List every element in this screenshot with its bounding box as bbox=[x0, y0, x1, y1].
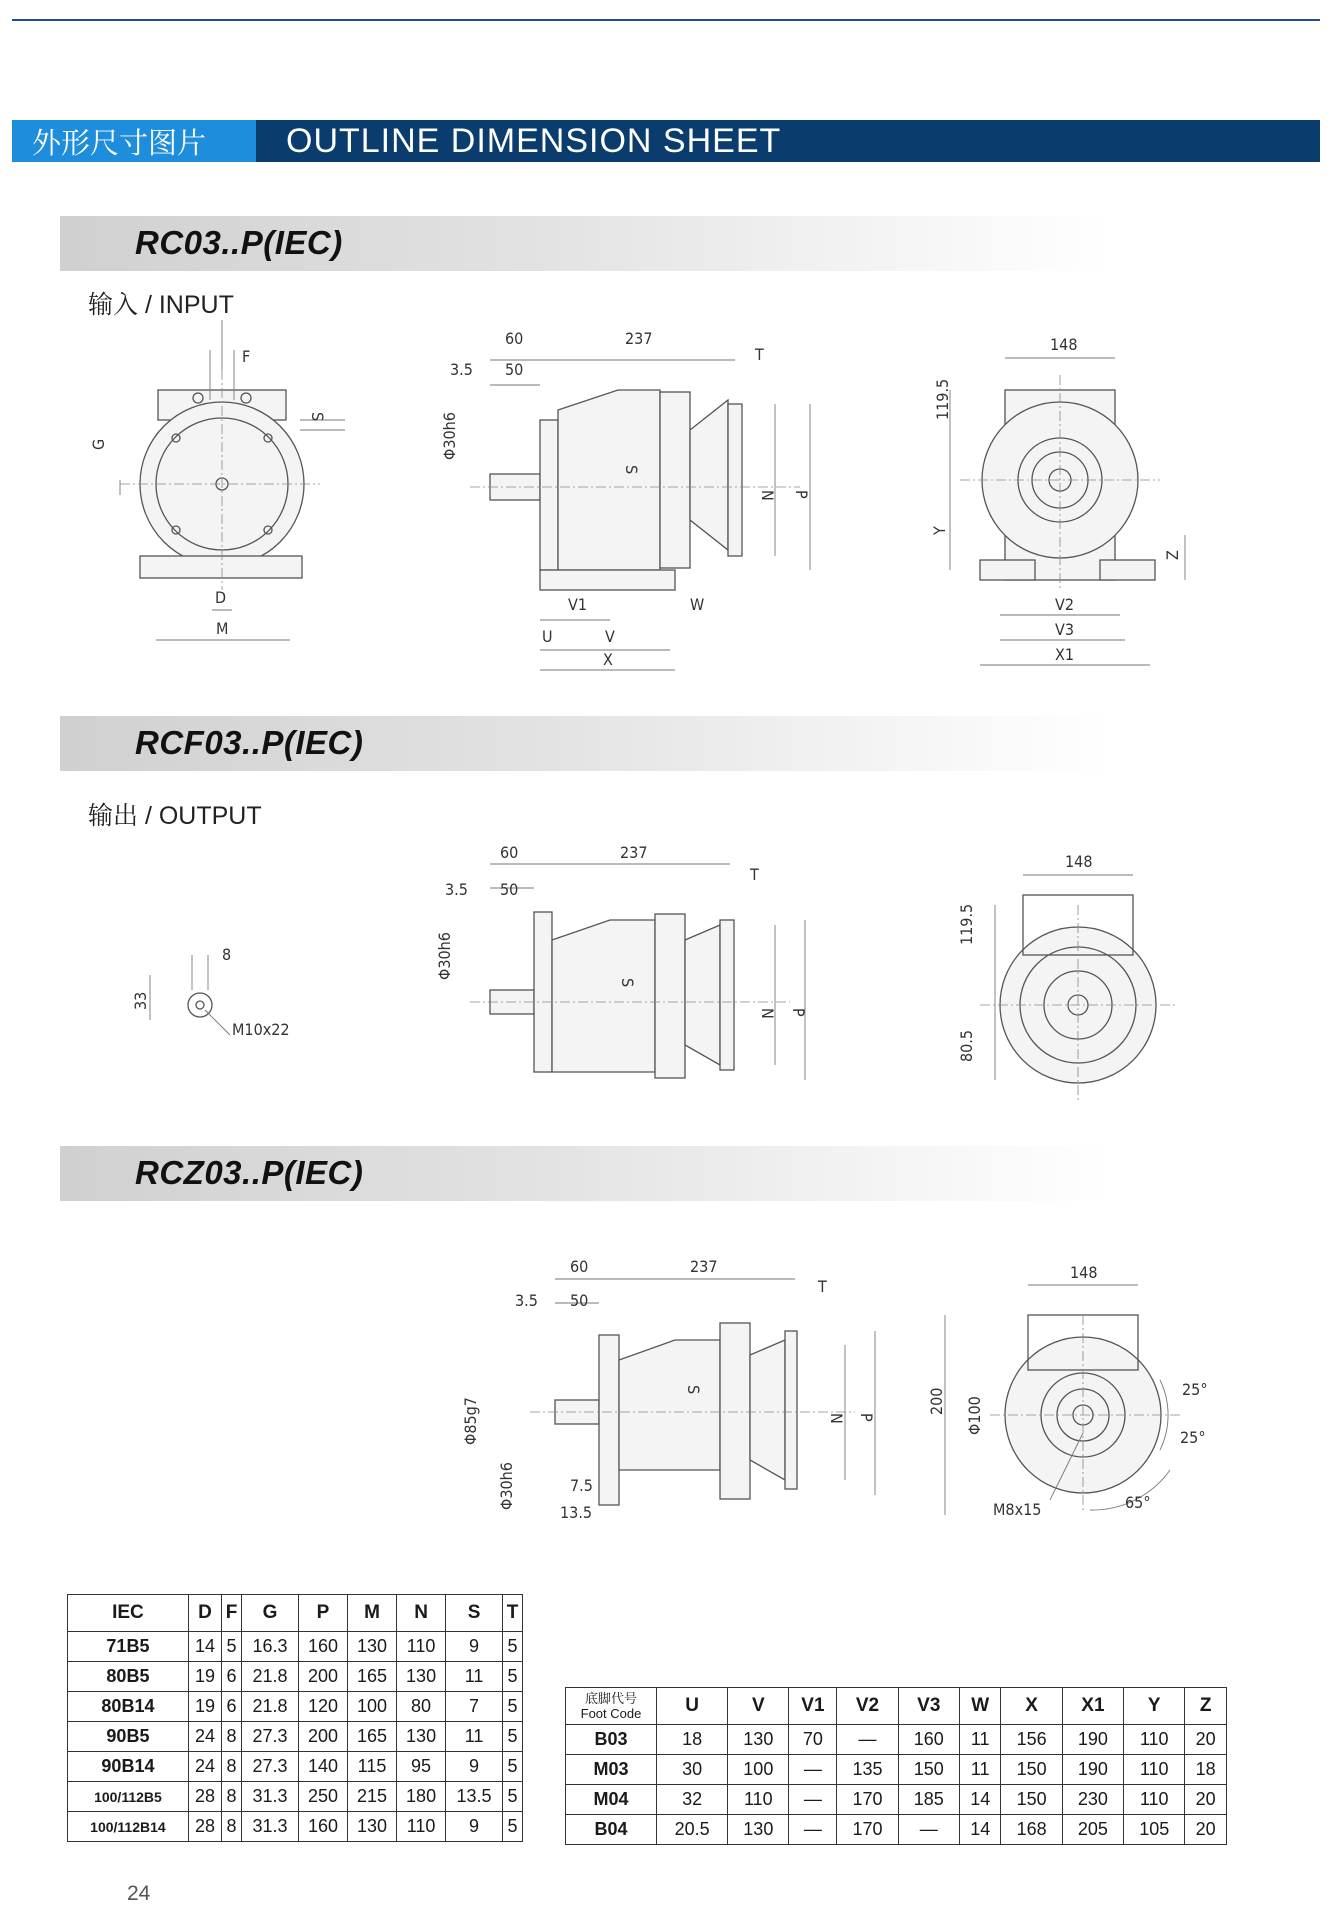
dim-119-5: 119.5 bbox=[933, 378, 952, 420]
table-cell: 20.5 bbox=[657, 1815, 728, 1845]
table-cell: 20 bbox=[1185, 1815, 1227, 1845]
rcf03-end-view bbox=[957, 852, 1175, 1100]
table-row bbox=[566, 1815, 1227, 1845]
table-cell: 168 bbox=[1001, 1815, 1062, 1845]
top-rule bbox=[12, 19, 1320, 21]
table-cell: 5 bbox=[503, 1632, 523, 1662]
table-cell: 27.3 bbox=[242, 1752, 299, 1782]
dim-T: T bbox=[755, 345, 764, 364]
table-cell: 8 bbox=[222, 1722, 242, 1752]
table-cell: 160 bbox=[898, 1725, 959, 1755]
table-cell: 150 bbox=[1001, 1755, 1062, 1785]
column-header: V2 bbox=[837, 1688, 898, 1725]
column-header: X bbox=[1001, 1688, 1062, 1725]
table-cell: 150 bbox=[1001, 1785, 1062, 1815]
table-cell: 19 bbox=[188, 1692, 221, 1722]
table-cell: 5 bbox=[503, 1752, 523, 1782]
table-cell: 100 bbox=[728, 1755, 789, 1785]
table-cell: 130 bbox=[728, 1725, 789, 1755]
table-cell: 95 bbox=[397, 1752, 446, 1782]
angle-65: 65° bbox=[1125, 1493, 1151, 1512]
dim-3-5: 3.5 bbox=[445, 880, 468, 899]
dim-8: 8 bbox=[222, 945, 232, 964]
dim-50: 50 bbox=[570, 1291, 589, 1310]
table-cell: 5 bbox=[503, 1812, 523, 1842]
row-label: B04 bbox=[566, 1815, 657, 1845]
table-cell: 100 bbox=[348, 1692, 397, 1722]
angle-25-top: 25° bbox=[1182, 1380, 1208, 1399]
table-cell: 9 bbox=[446, 1632, 503, 1662]
dim-3-5: 3.5 bbox=[450, 360, 473, 379]
column-header: N bbox=[397, 1595, 446, 1632]
foot-code-header bbox=[566, 1688, 657, 1725]
table-cell: 8 bbox=[222, 1782, 242, 1812]
dim-200: 200 bbox=[927, 1387, 946, 1415]
table-cell: 6 bbox=[222, 1662, 242, 1692]
dim-W: W bbox=[690, 595, 705, 614]
column-header: G bbox=[242, 1595, 299, 1632]
dim-G: G bbox=[89, 438, 108, 450]
table-row bbox=[68, 1662, 523, 1692]
section-title: RC03..P(IEC) bbox=[135, 224, 343, 261]
table-cell: 11 bbox=[959, 1755, 1001, 1785]
table-cell: 190 bbox=[1062, 1755, 1123, 1785]
rcz03-side-view bbox=[461, 1257, 876, 1522]
rcf03-side-view bbox=[435, 843, 808, 1080]
table-row bbox=[68, 1812, 523, 1842]
table-cell: 21.8 bbox=[242, 1692, 299, 1722]
dim-shaft: Φ30h6 bbox=[440, 412, 459, 460]
table-cell: 7 bbox=[446, 1692, 503, 1722]
dim-13-5: 13.5 bbox=[560, 1503, 593, 1522]
row-label: 90B5 bbox=[68, 1722, 189, 1752]
table-cell: 24 bbox=[188, 1722, 221, 1752]
dim-F: F bbox=[242, 347, 251, 366]
table-cell: 160 bbox=[298, 1812, 347, 1842]
dim-U: U bbox=[542, 627, 553, 646]
column-header: V bbox=[728, 1688, 789, 1725]
row-label: 90B14 bbox=[68, 1752, 189, 1782]
table-cell: 27.3 bbox=[242, 1722, 299, 1752]
section-subtitle: 输出 / OUTPUT bbox=[88, 802, 262, 830]
table-cell: 24 bbox=[188, 1752, 221, 1782]
table-cell: 5 bbox=[503, 1692, 523, 1722]
table-cell: — bbox=[789, 1755, 837, 1785]
table-cell: 110 bbox=[1124, 1785, 1185, 1815]
table-cell: — bbox=[789, 1785, 837, 1815]
dim-V3: V3 bbox=[1055, 620, 1074, 639]
column-header: Y bbox=[1124, 1688, 1185, 1725]
rcf03-shaft-detail bbox=[131, 945, 290, 1039]
table-cell: 200 bbox=[298, 1662, 347, 1692]
table-cell: 16.3 bbox=[242, 1632, 299, 1662]
row-label: M04 bbox=[566, 1785, 657, 1815]
table-cell: — bbox=[837, 1725, 898, 1755]
table-cell: 156 bbox=[1001, 1725, 1062, 1755]
table-cell: — bbox=[789, 1815, 837, 1845]
row-label: B03 bbox=[566, 1725, 657, 1755]
table-cell: 5 bbox=[222, 1632, 242, 1662]
table-cell: 135 bbox=[837, 1755, 898, 1785]
section-title: RCZ03..P(IEC) bbox=[135, 1154, 364, 1191]
table-cell: 130 bbox=[397, 1662, 446, 1692]
column-header: X1 bbox=[1062, 1688, 1123, 1725]
dim-237: 237 bbox=[690, 1257, 718, 1276]
column-header: T bbox=[503, 1595, 523, 1632]
table-cell: 190 bbox=[1062, 1725, 1123, 1755]
dim-P: P bbox=[792, 490, 811, 499]
table-cell: 205 bbox=[1062, 1815, 1123, 1845]
table-cell: 11 bbox=[959, 1725, 1001, 1755]
header-banner bbox=[12, 120, 1320, 162]
rcz03-drawings bbox=[0, 1245, 1339, 1535]
table-cell: 110 bbox=[728, 1785, 789, 1815]
column-header: IEC bbox=[68, 1595, 189, 1632]
table-row bbox=[566, 1755, 1227, 1785]
dim-thread: M10x22 bbox=[232, 1020, 290, 1039]
rc03-end-view bbox=[930, 335, 1185, 665]
table-cell: 110 bbox=[397, 1812, 446, 1842]
table-cell: 21.8 bbox=[242, 1662, 299, 1692]
dim-237: 237 bbox=[625, 329, 653, 348]
table-cell: 165 bbox=[348, 1662, 397, 1692]
foot-code-en: Foot Code bbox=[580, 1706, 642, 1721]
table-cell: 110 bbox=[1124, 1755, 1185, 1785]
table-cell: 170 bbox=[837, 1815, 898, 1845]
row-label: 100/112B14 bbox=[68, 1812, 189, 1842]
dim-N: N bbox=[758, 490, 777, 501]
column-header: F bbox=[222, 1595, 242, 1632]
table-cell: 185 bbox=[898, 1785, 959, 1815]
row-label: 80B14 bbox=[68, 1692, 189, 1722]
table-cell: 130 bbox=[397, 1722, 446, 1752]
dim-85g7: Φ85g7 bbox=[461, 1397, 480, 1445]
dim-5: S bbox=[622, 465, 641, 475]
header-title-en: OUTLINE DIMENSION SHEET bbox=[256, 120, 1320, 162]
dim-shaft: Φ30h6 bbox=[497, 1462, 516, 1510]
dim-5: S bbox=[684, 1385, 703, 1395]
dim-119-5: 119.5 bbox=[957, 903, 976, 945]
table-row bbox=[566, 1785, 1227, 1815]
dim-148: 148 bbox=[1050, 335, 1078, 354]
section-rcz03-header bbox=[60, 1146, 1110, 1201]
table-cell: 115 bbox=[348, 1752, 397, 1782]
column-header: S bbox=[446, 1595, 503, 1632]
table-cell: 120 bbox=[298, 1692, 347, 1722]
section-subtitle: 输入 / INPUT bbox=[88, 291, 234, 319]
dim-S: S bbox=[308, 412, 327, 422]
rcf03-drawings bbox=[0, 830, 1339, 1100]
dim-V: V bbox=[605, 627, 615, 646]
dim-P: P bbox=[789, 1008, 808, 1017]
table-cell: 18 bbox=[657, 1725, 728, 1755]
header-title-cn: 外形尺寸图片 bbox=[12, 120, 256, 162]
table-cell: 130 bbox=[348, 1812, 397, 1842]
table-cell: 130 bbox=[348, 1632, 397, 1662]
table-cell: 70 bbox=[789, 1725, 837, 1755]
dim-33: 33 bbox=[131, 991, 150, 1010]
dim-V1: V1 bbox=[568, 595, 587, 614]
table-cell: 11 bbox=[446, 1662, 503, 1692]
dim-60: 60 bbox=[570, 1257, 589, 1276]
table-cell: 14 bbox=[188, 1632, 221, 1662]
table-cell: 110 bbox=[397, 1632, 446, 1662]
dim-100: Φ100 bbox=[965, 1396, 984, 1435]
dim-237: 237 bbox=[620, 843, 648, 862]
column-header: M bbox=[348, 1595, 397, 1632]
dim-148: 148 bbox=[1070, 1263, 1098, 1282]
dim-Z: Z bbox=[1163, 550, 1182, 560]
dim-N: N bbox=[827, 1413, 846, 1424]
table-row bbox=[68, 1692, 523, 1722]
table-cell: 150 bbox=[898, 1755, 959, 1785]
table-cell: 19 bbox=[188, 1662, 221, 1692]
dim-M: M bbox=[216, 619, 229, 638]
table-cell: 20 bbox=[1185, 1725, 1227, 1755]
angle-25-bottom: 25° bbox=[1180, 1428, 1206, 1447]
table-cell: 200 bbox=[298, 1722, 347, 1752]
table-cell: 28 bbox=[188, 1812, 221, 1842]
table-cell: 14 bbox=[959, 1785, 1001, 1815]
table-cell: 230 bbox=[1062, 1785, 1123, 1815]
row-label: 80B5 bbox=[68, 1662, 189, 1692]
table-header-row bbox=[566, 1688, 1227, 1725]
table-cell: 5 bbox=[503, 1662, 523, 1692]
row-label: 71B5 bbox=[68, 1632, 189, 1662]
table-cell: — bbox=[898, 1815, 959, 1845]
dim-3-5: 3.5 bbox=[515, 1291, 538, 1310]
table-cell: 170 bbox=[837, 1785, 898, 1815]
table-cell: 160 bbox=[298, 1632, 347, 1662]
table-cell: 8 bbox=[222, 1752, 242, 1782]
dim-V2: V2 bbox=[1055, 595, 1074, 614]
table-cell: 31.3 bbox=[242, 1812, 299, 1842]
dim-m8: M8x15 bbox=[993, 1500, 1042, 1519]
table-row bbox=[68, 1722, 523, 1752]
rcz03-end-view bbox=[927, 1263, 1208, 1519]
section-rcf03-header bbox=[60, 716, 1110, 771]
column-header: W bbox=[959, 1688, 1001, 1725]
table-cell: 9 bbox=[446, 1812, 503, 1842]
row-label: 100/112B5 bbox=[68, 1782, 189, 1812]
dim-T: T bbox=[750, 865, 759, 884]
row-label: M03 bbox=[566, 1755, 657, 1785]
table-cell: 6 bbox=[222, 1692, 242, 1722]
table-cell: 165 bbox=[348, 1722, 397, 1752]
page-number: 24 bbox=[127, 1882, 151, 1905]
foot-code-cn: 底脚代号 bbox=[584, 1691, 637, 1706]
table-header-row bbox=[68, 1595, 523, 1632]
foot-dimension-table bbox=[565, 1687, 1227, 1845]
column-header: D bbox=[188, 1595, 221, 1632]
table-cell: 18 bbox=[1185, 1755, 1227, 1785]
table-cell: 215 bbox=[348, 1782, 397, 1812]
dim-X: X bbox=[603, 650, 613, 669]
dim-60: 60 bbox=[505, 329, 524, 348]
dim-7-5: 7.5 bbox=[570, 1476, 593, 1495]
dim-50: 50 bbox=[505, 360, 524, 379]
table-row bbox=[68, 1782, 523, 1812]
dim-D: D bbox=[215, 588, 227, 607]
column-header: P bbox=[298, 1595, 347, 1632]
dim-T: T bbox=[818, 1277, 827, 1296]
rc03-drawings bbox=[0, 320, 1339, 690]
table-cell: 13.5 bbox=[446, 1782, 503, 1812]
table-cell: 9 bbox=[446, 1752, 503, 1782]
table-cell: 30 bbox=[657, 1755, 728, 1785]
table-cell: 31.3 bbox=[242, 1782, 299, 1812]
dim-60: 60 bbox=[500, 843, 519, 862]
table-cell: 250 bbox=[298, 1782, 347, 1812]
iec-dimension-table bbox=[67, 1594, 523, 1842]
table-cell: 28 bbox=[188, 1782, 221, 1812]
column-header: U bbox=[657, 1688, 728, 1725]
table-cell: 14 bbox=[959, 1815, 1001, 1845]
column-header: V3 bbox=[898, 1688, 959, 1725]
table-row bbox=[68, 1632, 523, 1662]
table-cell: 110 bbox=[1124, 1725, 1185, 1755]
dim-80-5: 80.5 bbox=[957, 1029, 976, 1062]
table-cell: 11 bbox=[446, 1722, 503, 1752]
dim-Y: Y bbox=[930, 526, 949, 535]
rc03-side-view bbox=[440, 329, 811, 670]
table-cell: 105 bbox=[1124, 1815, 1185, 1845]
table-row bbox=[68, 1752, 523, 1782]
table-cell: 5 bbox=[503, 1722, 523, 1752]
table-cell: 180 bbox=[397, 1782, 446, 1812]
table-row bbox=[566, 1725, 1227, 1755]
rc03-front-view bbox=[89, 320, 345, 640]
table-cell: 32 bbox=[657, 1785, 728, 1815]
dim-P: P bbox=[857, 1413, 876, 1422]
dim-50: 50 bbox=[500, 880, 519, 899]
table-cell: 130 bbox=[728, 1815, 789, 1845]
dim-N: N bbox=[758, 1008, 777, 1019]
column-header: Z bbox=[1185, 1688, 1227, 1725]
dim-shaft: Φ30h6 bbox=[435, 932, 454, 980]
dim-5: S bbox=[618, 978, 637, 988]
table-cell: 5 bbox=[503, 1782, 523, 1812]
dim-148: 148 bbox=[1065, 852, 1093, 871]
column-header: V1 bbox=[789, 1688, 837, 1725]
section-rc03-header bbox=[60, 216, 1110, 271]
table-cell: 80 bbox=[397, 1692, 446, 1722]
table-cell: 20 bbox=[1185, 1785, 1227, 1815]
section-title: RCF03..P(IEC) bbox=[135, 724, 364, 761]
table-cell: 140 bbox=[298, 1752, 347, 1782]
dim-X1: X1 bbox=[1055, 645, 1075, 664]
table-cell: 8 bbox=[222, 1812, 242, 1842]
